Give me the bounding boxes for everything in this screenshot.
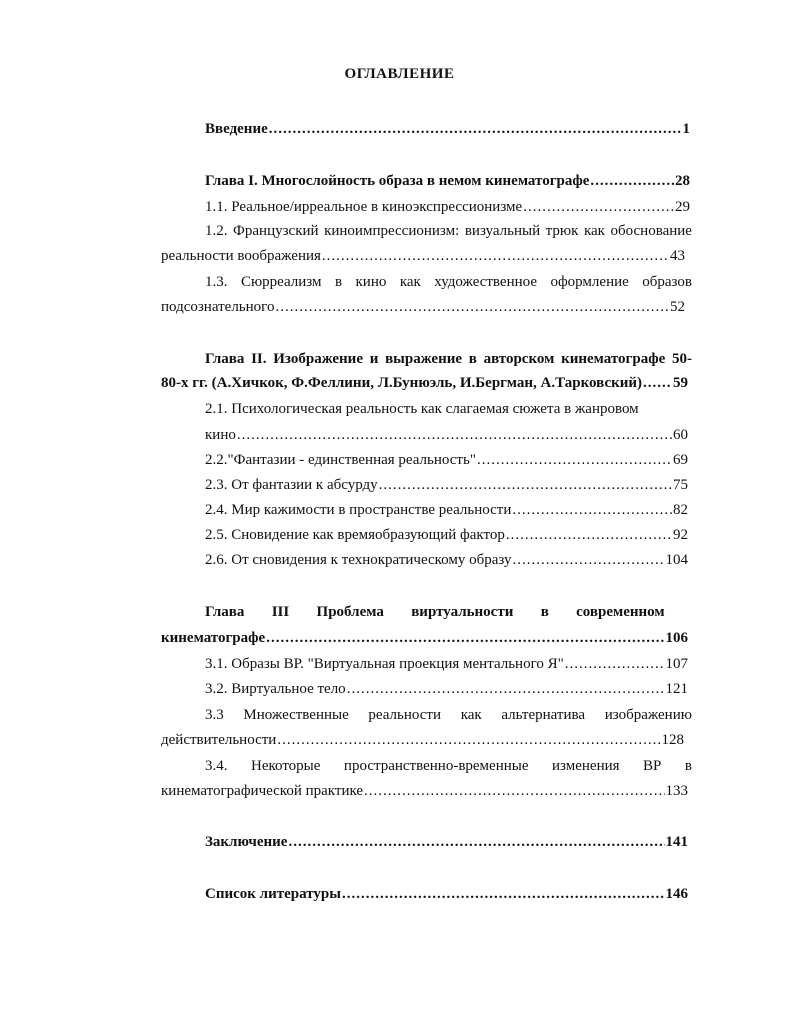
entry-label: 1.1. Реальное/ирреальное в киноэкспрессионизме — [205, 199, 523, 215]
toc-entry-chapter-2-line2 — [161, 374, 688, 392]
word: как — [460, 707, 482, 723]
toc-entry-3-3-line2 — [161, 731, 684, 749]
toc-entry-3-3-line1 — [205, 706, 692, 724]
toc-entry-chapter-3-line1 — [205, 603, 692, 621]
entry-label: реальности воображения — [161, 248, 321, 264]
toc-entry-3-4-line1 — [205, 757, 692, 775]
entry-page: 43 — [670, 248, 685, 264]
toc-entry-chapter-3-line2 — [161, 629, 688, 647]
entry-label: Глава I. Многослойность образа в немом кинематографе — [205, 173, 590, 189]
word: в — [540, 604, 549, 620]
entry-label: 2.6. От сновидения к технократическому образу — [205, 552, 512, 568]
toc-entry-chapter-2-line1 — [205, 350, 692, 368]
entry-label: подсознательного — [161, 299, 275, 315]
leader-dots — [379, 476, 672, 494]
leader-dots — [364, 782, 664, 800]
leader-dots — [477, 451, 672, 469]
entry-page: 52 — [670, 299, 685, 315]
leader-dots — [590, 172, 674, 190]
toc-entry-2-4 — [205, 501, 688, 519]
word: авторском — [483, 351, 555, 367]
toc-entry-1-1 — [205, 198, 690, 216]
toc-entry-chapter-1 — [205, 172, 690, 190]
word: Сюрреализм — [240, 274, 322, 290]
word: образов — [642, 274, 692, 290]
leader-dots — [523, 198, 674, 216]
word: как — [399, 274, 421, 290]
leader-dots — [269, 120, 682, 138]
entry-page: 69 — [673, 452, 688, 468]
word: 3.4. — [205, 758, 228, 774]
entry-label: Заключение — [205, 834, 288, 850]
entry-page: 92 — [673, 527, 688, 543]
word: как — [583, 223, 605, 239]
word: Глава — [205, 351, 245, 367]
toc-entry-1-2-line2 — [161, 247, 685, 265]
leader-dots — [565, 655, 665, 673]
entry-page: 104 — [665, 552, 688, 568]
entry-label: кино — [205, 427, 236, 443]
leader-dots — [506, 526, 672, 544]
word: Изображение — [273, 351, 363, 367]
entry-page: 75 — [673, 477, 688, 493]
word: реальности — [368, 707, 442, 723]
toc-entry-introduction — [205, 120, 690, 138]
word: Глава — [205, 604, 245, 620]
word: Множественные — [243, 707, 349, 723]
entry-label: 2.5. Сновидение как времяобразующий фактор — [205, 527, 505, 543]
word: III — [271, 604, 290, 620]
toc-entry-2-6 — [205, 551, 688, 569]
word: в — [468, 351, 477, 367]
leader-dots — [288, 833, 664, 851]
word: ВР — [643, 758, 662, 774]
word: изменения — [552, 758, 620, 774]
toc-entry-1-3-line1 — [205, 273, 692, 291]
entry-label: 2.4. Мир кажимости в пространстве реальности — [205, 502, 512, 518]
leader-dots — [512, 501, 672, 519]
word: 1.2. — [205, 223, 228, 239]
entry-page: 59 — [673, 375, 688, 391]
word: 3.3 — [205, 707, 224, 723]
word: визуальный — [464, 223, 541, 239]
toc-title: ОГЛАВЛЕНИЕ — [344, 66, 455, 82]
word: оформление — [550, 274, 629, 290]
toc-entry-2-1-line2 — [205, 426, 688, 444]
word: виртуальности — [411, 604, 514, 620]
toc-entry-2-3 — [205, 476, 688, 494]
word: кино — [355, 274, 387, 290]
word: художественное — [434, 274, 537, 290]
word: киноимпрессионизм: — [324, 223, 460, 239]
leader-dots — [342, 885, 665, 903]
entry-label: 80-х гг. (А.Хичкок, Ф.Феллини, Л.Бунюэль, И.Бергман, А.Тарковский) — [161, 375, 643, 391]
toc-entry-3-4-line2 — [161, 782, 688, 800]
toc-entry-2-2 — [205, 451, 688, 469]
leader-dots — [643, 374, 672, 392]
entry-page: 106 — [665, 630, 688, 646]
word: 50- — [671, 351, 692, 367]
entry-label: 3.1. Образы ВР. "Виртуальная проекция ментального Я" — [205, 656, 564, 672]
entry-label: действительности — [161, 732, 277, 748]
leader-dots — [322, 247, 669, 265]
toc-entry-3-1 — [205, 655, 688, 673]
entry-label: 3.2. Виртуальное тело — [205, 681, 346, 697]
leader-dots — [277, 731, 660, 749]
entry-page: 82 — [673, 502, 688, 518]
word: Некоторые — [251, 758, 321, 774]
word: и — [369, 351, 379, 367]
entry-page: 128 — [661, 732, 684, 748]
entry-label: кинематографической практике — [161, 783, 364, 799]
word: изображению — [604, 707, 692, 723]
toc-entry-conclusion — [205, 833, 688, 851]
toc-entry-1-2-line1 — [205, 222, 692, 240]
toc-entry-1-3-line2 — [161, 298, 685, 316]
word: II. — [251, 351, 267, 367]
toc-entry-2-1-line1: 2.1. Психологическая реальность как слагаемая сюжета в жанровом — [205, 401, 639, 417]
entry-label: 2.2."Фантазии - единственная реальность" — [205, 452, 476, 468]
word: кинематографе — [561, 351, 666, 367]
entry-page: 29 — [675, 199, 690, 215]
entry-page: 146 — [665, 886, 688, 902]
entry-label: кинематографе — [161, 630, 266, 646]
leader-dots — [347, 680, 665, 698]
entry-page: 107 — [665, 656, 688, 672]
toc-entry-2-5 — [205, 526, 688, 544]
entry-page: 141 — [665, 834, 688, 850]
entry-page: 121 — [665, 681, 688, 697]
word: обоснование — [610, 223, 692, 239]
leader-dots — [237, 426, 672, 444]
word: пространственно-временные — [343, 758, 529, 774]
word: современном — [576, 604, 665, 620]
word: в — [334, 274, 343, 290]
word: 1.3. — [205, 274, 228, 290]
entry-label: Список литературы — [205, 886, 341, 902]
entry-label: 2.3. От фантазии к абсурду — [205, 477, 378, 493]
entry-label: Введение — [205, 121, 268, 137]
entry-page: 133 — [665, 783, 688, 799]
word: выражение — [385, 351, 463, 367]
word: трюк — [545, 223, 579, 239]
entry-page: 1 — [682, 121, 690, 137]
toc-entry-bibliography — [205, 885, 688, 903]
leader-dots — [275, 298, 669, 316]
entry-page: 60 — [673, 427, 688, 443]
leader-dots — [513, 551, 665, 569]
word: Французский — [233, 223, 319, 239]
leader-dots — [266, 629, 664, 647]
word: в — [684, 758, 692, 774]
word: альтернатива — [501, 707, 586, 723]
word: Проблема — [316, 604, 384, 620]
entry-page: 28 — [675, 173, 690, 189]
toc-entry-3-2 — [205, 680, 688, 698]
